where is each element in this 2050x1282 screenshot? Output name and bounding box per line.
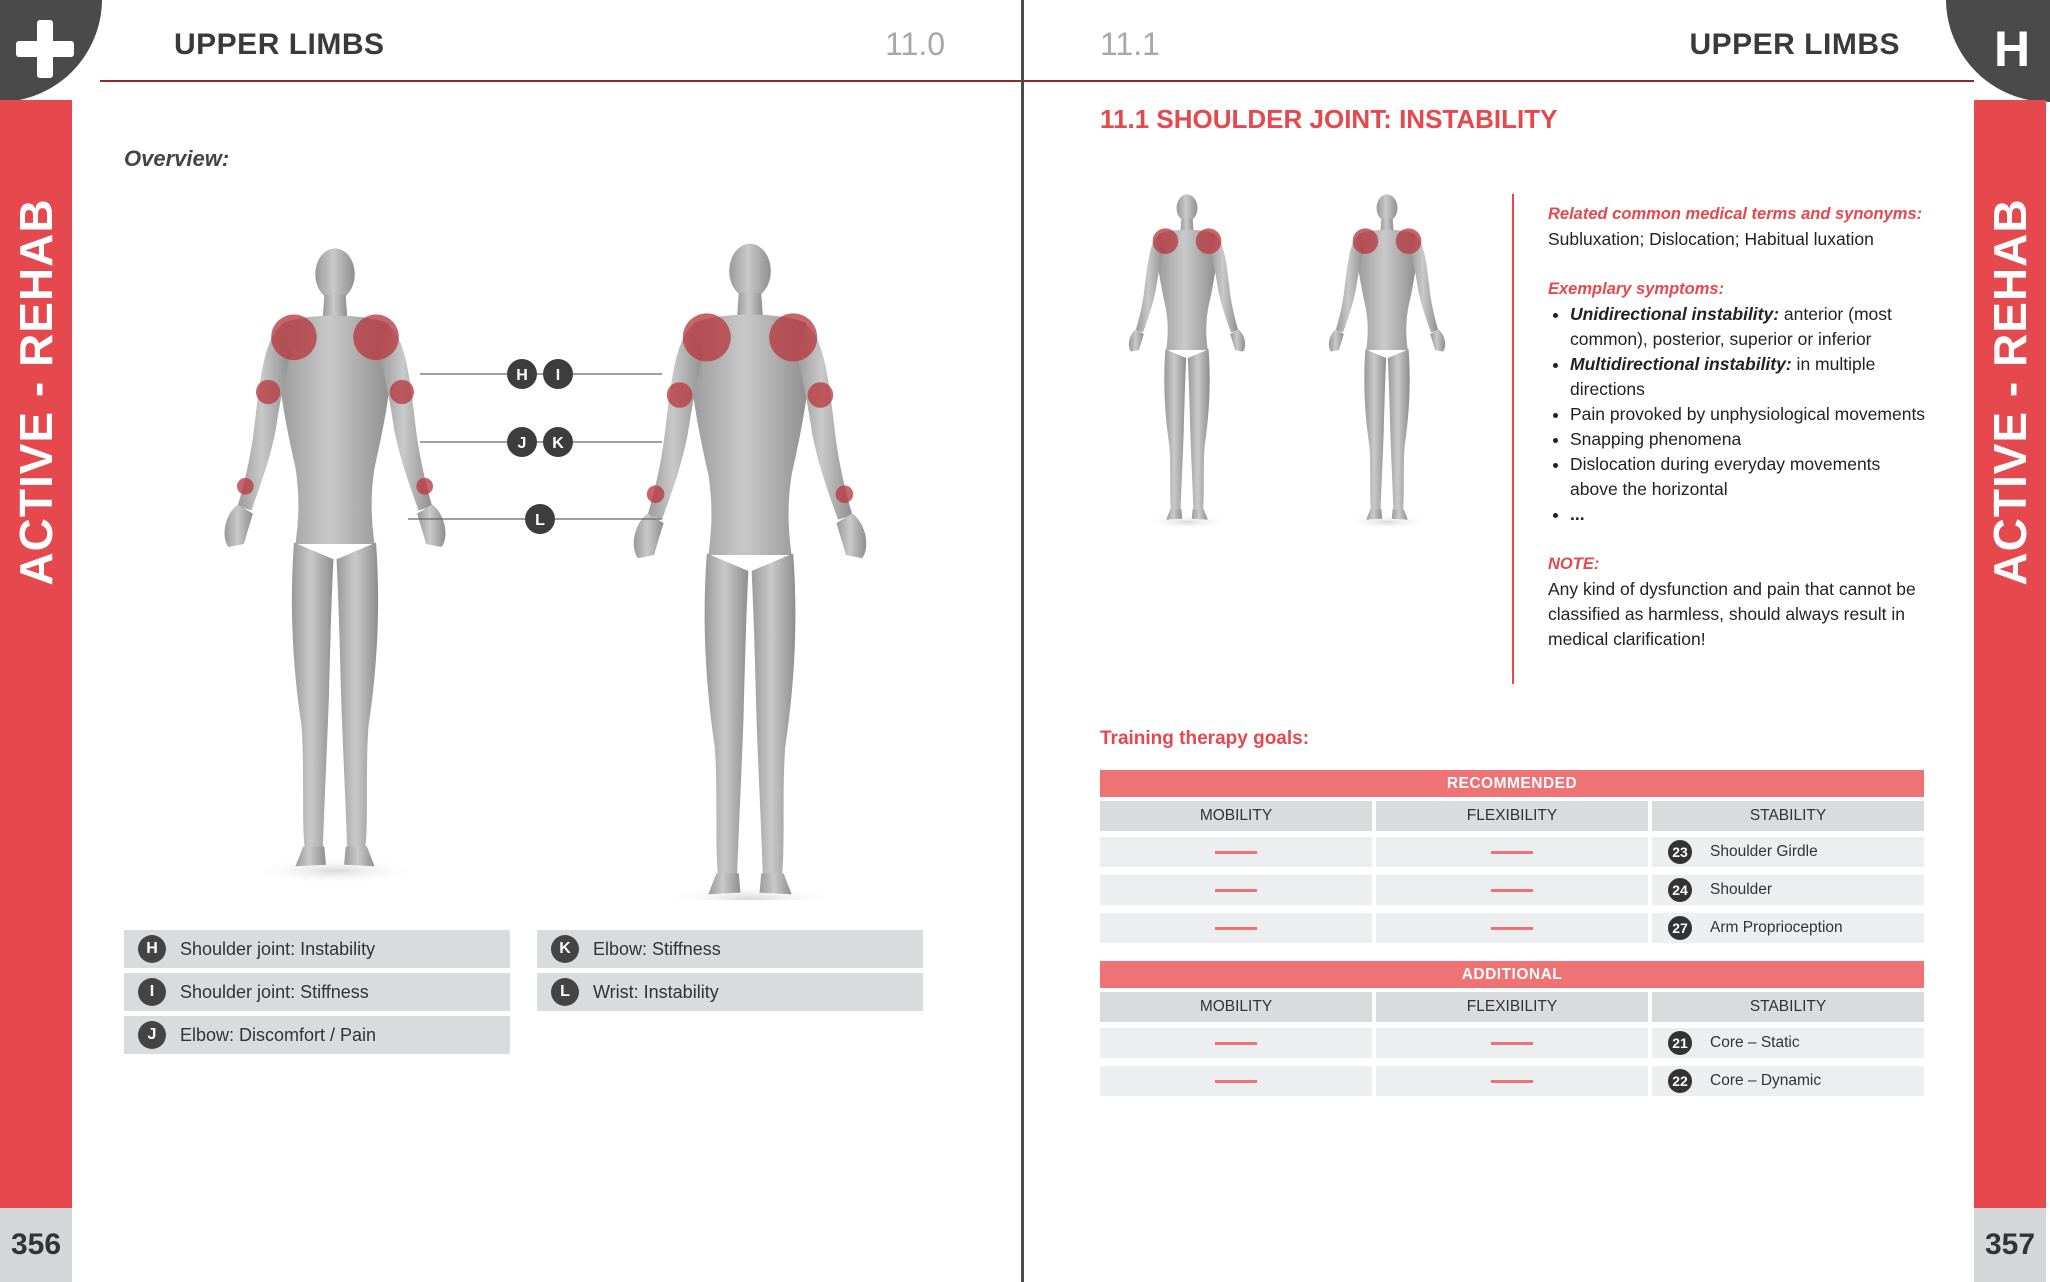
figure-badge-k [543, 427, 573, 457]
exercise-number-badge: 22 [1668, 1069, 1692, 1093]
exercise-label: Shoulder [1710, 881, 1773, 898]
table-row [1652, 1066, 1924, 1096]
exercise-number-badge: 21 [1668, 1031, 1692, 1055]
note-label: NOTE: [1548, 555, 1600, 573]
exercise-label: Core – Dynamic [1710, 1072, 1822, 1089]
goals-title: Training therapy goals: [1100, 728, 1310, 749]
svg-text:K: K [552, 435, 564, 452]
legend-label: Elbow: Discomfort / Pain [180, 1025, 377, 1045]
legend-label: Shoulder joint: Stiffness [180, 982, 369, 1002]
sidebar-band [1974, 100, 2046, 1208]
svg-text:H: H [516, 367, 528, 384]
exercise-number-badge: 27 [1668, 916, 1692, 940]
header-section-number: 11.0 [885, 26, 945, 62]
note-text: Any kind of dysfunction and pain that cannot be classified as harmless, should always result in medical clarification! [1548, 579, 1916, 649]
table-row [1652, 913, 1924, 943]
related-terms-label: Related common medical terms and synonyms: [1548, 205, 1923, 223]
empty-cell [1376, 1028, 1648, 1058]
svg-text:I: I [555, 367, 561, 384]
legend-item-i [124, 973, 510, 1011]
empty-cell [1100, 837, 1372, 867]
exercise-label: Core – Static [1710, 1034, 1800, 1051]
plus-icon [14, 18, 76, 80]
overview-label: Overview: [124, 146, 230, 171]
section-figure [1100, 186, 1490, 536]
list-item: • ... [1570, 502, 1926, 527]
sidebar-label: ACTIVE - REHAB [10, 198, 62, 586]
symptoms-list [1548, 302, 1926, 527]
empty-cell [1376, 913, 1648, 943]
additional-band: ADDITIONAL [1100, 961, 1924, 988]
column-header-stability: STABILITY [1652, 992, 1924, 1022]
exercise-number-badge: 23 [1668, 840, 1692, 864]
column-header-stability: STABILITY [1652, 801, 1924, 831]
overview-figure [150, 220, 930, 900]
section-title: 11.1 SHOULDER JOINT: INSTABILITY [1100, 104, 1558, 134]
legend-badge: L [551, 978, 579, 1006]
related-terms: Subluxation; Dislocation; Habitual luxation [1548, 229, 1874, 249]
body-front-figure [1129, 194, 1245, 529]
empty-cell [1376, 875, 1648, 905]
symptoms-label: Exemplary symptoms: [1548, 280, 1725, 298]
legend-badge: J [138, 1021, 166, 1049]
figure-badge-i [543, 359, 573, 389]
column-header-flexibility: FLEXIBILITY [1376, 801, 1648, 831]
right-page [1024, 0, 2050, 1282]
empty-cell [1100, 1028, 1372, 1058]
exercise-label: Arm Proprioception [1710, 919, 1843, 936]
table-row [1652, 837, 1924, 867]
legend-item-k [537, 930, 923, 968]
column-header-mobility: MOBILITY [1100, 801, 1372, 831]
empty-cell [1100, 1066, 1372, 1096]
svg-text:J: J [517, 435, 527, 452]
recommended-band: RECOMMENDED [1100, 770, 1924, 797]
svg-text:L: L [535, 512, 545, 529]
empty-cell [1100, 913, 1372, 943]
legend-badge: I [138, 978, 166, 1006]
column-header-flexibility: FLEXIBILITY [1376, 992, 1648, 1022]
list-item: • Snapping phenomena [1570, 427, 1926, 452]
legend-label: Elbow: Stiffness [593, 939, 721, 959]
header-section-number: 11.1 [1100, 26, 1160, 62]
legend-label: Shoulder joint: Instability [180, 939, 376, 959]
legend-item-j [124, 1016, 510, 1054]
body-front-figure [225, 248, 446, 884]
header-title: UPPER LIMBS [174, 28, 385, 61]
sidebar-band [0, 100, 72, 1208]
column-header-mobility: MOBILITY [1100, 992, 1372, 1022]
legend-item-h [124, 930, 510, 968]
sidebar-label: ACTIVE - REHAB [1984, 198, 2036, 586]
header-rule [100, 80, 1021, 82]
exercise-number-badge: 24 [1668, 878, 1692, 902]
empty-cell [1100, 875, 1372, 905]
list-item: • Dislocation during everyday movements above the horizontal [1570, 452, 1926, 502]
tab-letter: H [1993, 21, 2031, 77]
info-divider [1512, 194, 1514, 684]
list-item: • Multidirectional instability: in multiple directions [1570, 352, 1926, 402]
legend-badge: K [551, 935, 579, 963]
body-back-figure [1329, 194, 1445, 529]
exercise-label: Shoulder Girdle [1710, 843, 1818, 860]
legend-badge: H [138, 935, 166, 963]
figure-badge-h [507, 359, 537, 389]
table-row [1652, 1028, 1924, 1058]
table-row [1652, 875, 1924, 905]
header-title: UPPER LIMBS [1689, 28, 1900, 61]
figure-badge-j [507, 427, 537, 457]
header-rule [1024, 80, 1974, 82]
figure-badge-l [525, 504, 555, 534]
empty-cell [1376, 837, 1648, 867]
empty-cell [1376, 1066, 1648, 1096]
list-item: • Pain provoked by unphysiological movements [1570, 402, 1926, 427]
legend-item-l [537, 973, 923, 1011]
page-number: 357 [1974, 1208, 2046, 1282]
page-number: 356 [0, 1208, 72, 1282]
legend-label: Wrist: Instability [593, 982, 719, 1002]
body-back-figure [634, 244, 867, 900]
list-item: • Unidirectional instability: anterior (most common), posterior, superior or inferior [1570, 302, 1926, 352]
info-panel [1548, 202, 1926, 652]
left-page [0, 0, 1021, 1282]
